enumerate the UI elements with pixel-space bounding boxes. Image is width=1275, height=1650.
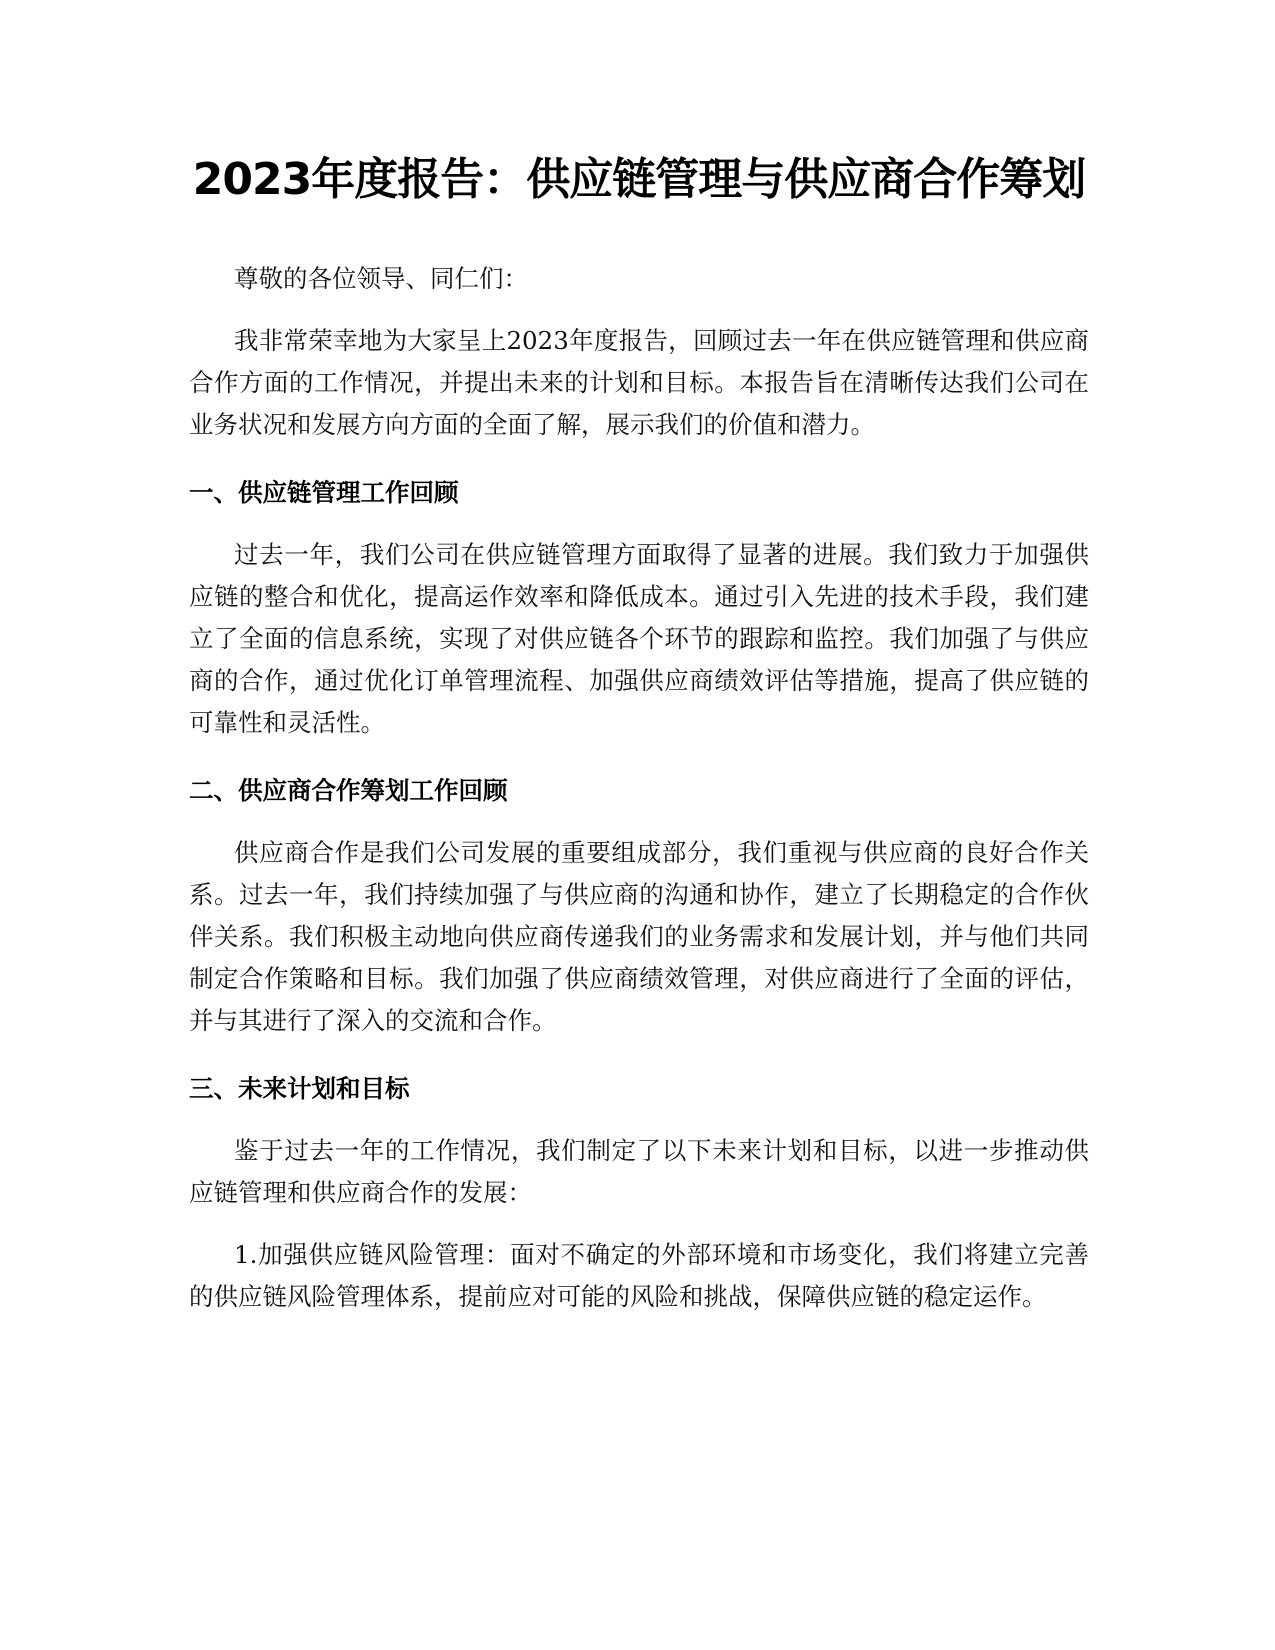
document-content [189, 140, 1089, 1318]
intro-paragraph: 我非常荣幸地为大家呈上2023年度报告，回顾过去一年在供应链管理和供应商合作方面的工作情况，并提出未来的计划和目标。本报告旨在清晰传达我们公司在业务状况和发展方向方面的全面了解，展示我们的价值和潜力。 [189, 326, 1089, 439]
section-heading-supplier-cooperation-review: 二、供应商合作筹划工作回顾 [189, 776, 508, 805]
plan-item-risk-management: 1.加强供应链风险管理：面对不确定的外部环境和市场变化，我们将建立完善的供应链风险管理体系，提前应对可能的风险和挑战，保障供应链的稳定运作。 [189, 1240, 1089, 1311]
section-heading-supply-chain-review: 一、供应链管理工作回顾 [189, 478, 459, 507]
section-body-supply-chain-review: 过去一年，我们公司在供应链管理方面取得了显著的进展。我们致力于加强供应链的整合和优化，提高运作效率和降低成本。通过引入先进的技术手段，我们建立了全面的信息系统，实现了对供应链各个环节的跟踪和监控。我们加强了与供应商的合作，通过优化订单管理流程、加强供应商绩效评估等措施，提高了供应链的可靠性和灵活性。 [189, 540, 1089, 737]
section-heading-future-plans: 三、未来计划和目标 [189, 1074, 410, 1103]
section-body-supplier-cooperation-review: 供应商合作是我们公司发展的重要组成部分，我们重视与供应商的良好合作关系。过去一年，我们持续加强了与供应商的沟通和协作，建立了长期稳定的合作伙伴关系。我们积极主动地向供应商传递我们的业务需求和发展计划，并与他们共同制定合作策略和目标。我们加强了供应商绩效管理，对供应商进行了全面的评估，并与其进行了深入的交流和合作。 [189, 838, 1089, 1035]
document-title: 2023年度报告：供应链管理与供应商合作筹划 [192, 154, 1086, 205]
salutation: 尊敬的各位领导、同仁们： [234, 264, 528, 293]
section-body-future-plans: 鉴于过去一年的工作情况，我们制定了以下未来计划和目标，以进一步推动供应链管理和供应商合作的发展： [189, 1136, 1089, 1207]
